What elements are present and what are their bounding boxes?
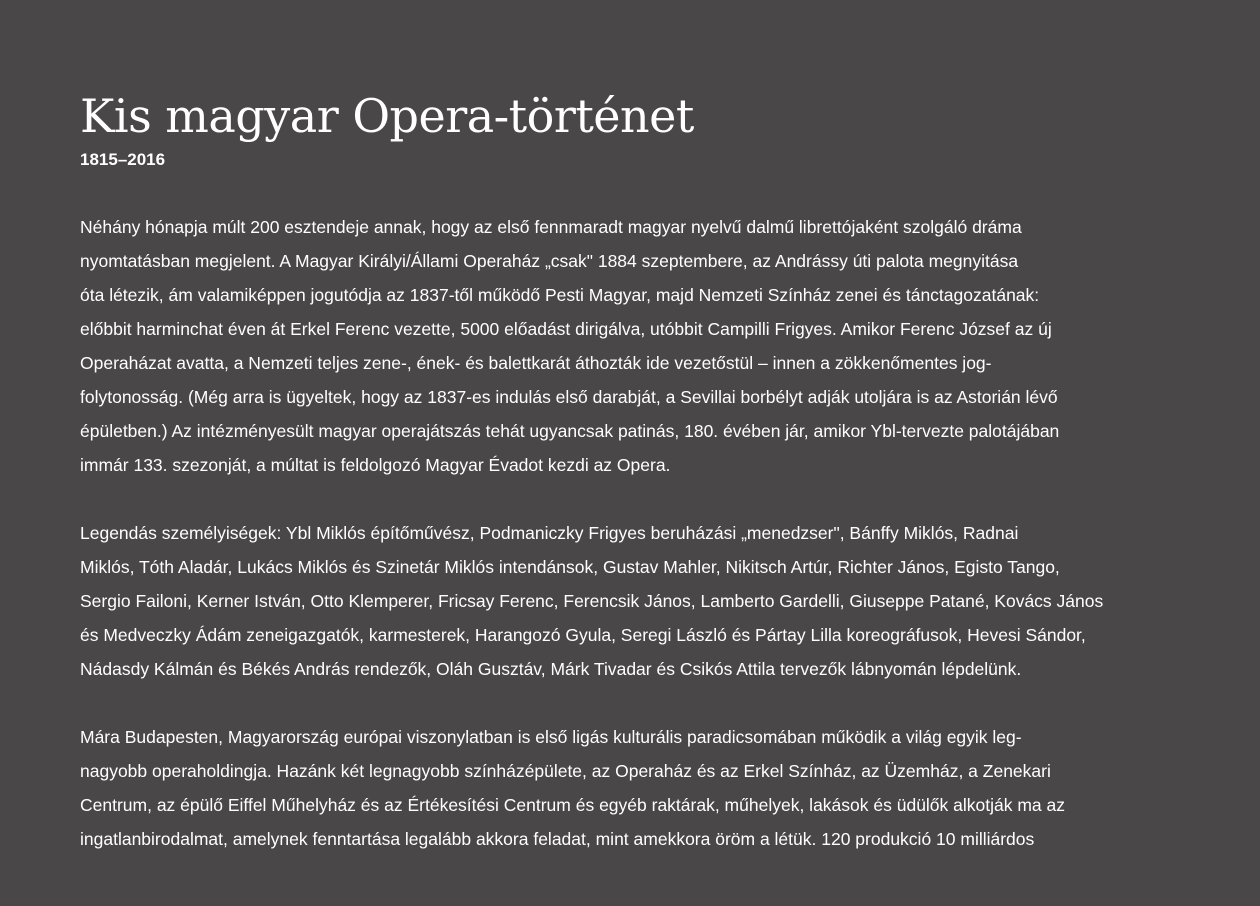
text-line: nyomtatásban megjelent. A Magyar Királyi/Állami Operaház „csak" 1884 szeptembere, az Andrássy úti palota megnyitása [80,251,1019,271]
text-line: Legendás személyiségek: Ybl Miklós építőművész, Podmaniczky Frigyes beruházási „menedzser", Bánffy Miklós, Radnai [80,523,1019,543]
paragraph-today [80,720,1170,856]
text-line: Mára Budapesten, Magyarország európai viszonylatban is első ligás kulturális paradicsomában működik a világ egyik leg- [80,727,1022,747]
text-line: Miklós, Tóth Aladár, Lukács Miklós és Szinetár Miklós intendánsok, Gustav Mahler, Nikitsch Artúr, Richter János, Egisto Tango, [80,557,1060,577]
paragraph-history [80,210,1170,482]
document-body [80,210,1170,890]
text-line: folytonosság. (Még arra is ügyeltek, hogy az 1837-es indulás első darabját, a Sevillai borbélyt adják utoljára is az Astorián lévő [80,387,1058,407]
text-line: nagyobb operaholdingja. Hazánk két legnagyobb színházépülete, az Operaház és az Erkel Színház, az Üzemház, a Zenekari [80,761,1051,781]
paragraph-personalities [80,516,1170,686]
text-line: ingatlanbirodalmat, amelynek fenntartása legalább akkora feladat, mint amekkora öröm a létük. 120 produkció 10 milliárdos [80,829,1035,849]
text-line: épületben.) Az intézményesült magyar operajátszás tehát ugyancsak patinás, 180. évében jár, amikor Ybl-tervezte palotájában [80,421,1060,441]
text-line: előbbit harminchat éven át Erkel Ferenc vezette, 5000 előadást dirigálva, utóbbit Campilli Frigyes. Amikor Ferenc József az új [80,319,1052,339]
text-line: óta létezik, ám valamiképpen jogutódja az 1837-től működő Pesti Magyar, majd Nemzeti Színház zenei és tánctagozatának: [80,285,1040,305]
text-line: Nádasdy Kálmán és Békés András rendezők, Oláh Gusztáv, Márk Tivadar és Csikós Attila tervezők lábnyomán lépdelünk. [80,659,1022,679]
text-line: és Medveczky Ádám zeneigazgatók, karmesterek, Harangozó Gyula, Seregi László és Pártay Lilla koreográfusok, Hevesi Sándor, [80,625,1086,645]
text-line: Operaházat avatta, a Nemzeti teljes zene-, ének- és balettkarát áthozták ide vezetőstül – innen a zökkenőmentes jog- [80,353,992,373]
text-line: Sergio Failoni, Kerner István, Otto Klemperer, Fricsay Ferenc, Ferencsik János, Lamberto Gardelli, Giuseppe Patané, Kovács János [80,591,1104,611]
text-line: immár 133. szezonját, a múltat is feldolgozó Magyar Évadot kezdi az Opera. [80,455,671,475]
page-title: Kis magyar Opera-történet [80,89,694,143]
text-line: Néhány hónapja múlt 200 esztendeje annak, hogy az első fennmaradt magyar nyelvű dalmű librettójaként szolgáló dráma [80,217,1022,237]
page-subtitle: 1815–2016 [80,150,166,169]
text-line: Centrum, az épülő Eiffel Műhelyház és az Értékesítési Centrum és egyéb raktárak, műhelyek, lakások és üdülők alkotják ma az [80,795,1066,815]
